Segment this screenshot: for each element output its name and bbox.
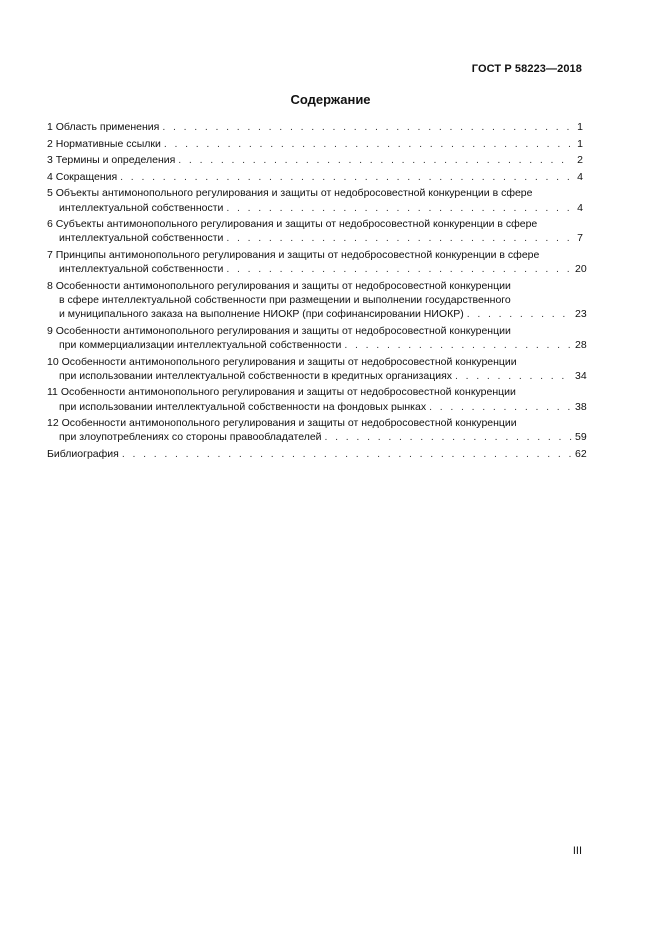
- toc-entry[interactable]: [47, 217, 583, 245]
- toc-entry-text: 5 Объекты антимонопольного регулирования и защиты от недобросовестной конкуренции в сфере: [47, 187, 533, 200]
- toc-title: Содержание: [290, 92, 371, 107]
- table-of-contents: [47, 120, 587, 464]
- toc-entry[interactable]: [47, 186, 583, 214]
- document-code: ГОСТ Р 58223—2018: [471, 63, 582, 75]
- dot-leader: [120, 170, 572, 184]
- toc-entry-text: Библиография: [47, 447, 119, 460]
- toc-entry-text: при злоупотреблениях со стороны правообладателей: [59, 431, 322, 444]
- toc-entry-text: при коммерциализации интеллектуальной собственности: [59, 338, 342, 351]
- toc-entry-text: 9 Особенности антимонопольного регулирования и защиты от недобросовестной конкуренции: [47, 324, 511, 337]
- dot-leader: [226, 262, 572, 276]
- toc-entry-text: интеллектуальной собственности: [59, 263, 224, 276]
- toc-page-number: 62: [575, 447, 587, 460]
- toc-entry[interactable]: [47, 279, 587, 322]
- toc-entry-text: 3 Термины и определения: [47, 154, 176, 167]
- toc-page-number: 1: [577, 137, 583, 150]
- dot-leader: [226, 201, 572, 215]
- toc-entry-text: 4 Сокращения: [47, 170, 118, 183]
- toc-entry-text: интеллектуальной собственности: [59, 201, 224, 214]
- toc-entry-text: 6 Субъекты антимонопольного регулирования и защиты от недобросовестной конкуренции в сфере: [47, 218, 538, 231]
- toc-entry-text: при использовании интеллектуальной собственности в кредитных организациях: [59, 369, 453, 382]
- dot-leader: [178, 153, 572, 167]
- toc-entry-text: в сфере интеллектуальной собственности при размещении и выполнении государственного: [59, 293, 511, 306]
- toc-entry-text: 10 Особенности антимонопольного регулирования и защиты от недобросовестной конкуренции: [47, 355, 517, 368]
- dot-leader: [226, 231, 572, 245]
- toc-entry-text: при использовании интеллектуальной собственности на фондовых рынках: [59, 400, 427, 413]
- toc-entry-text: 1 Область применения: [47, 121, 160, 133]
- toc-entry[interactable]: [47, 416, 587, 444]
- toc-entry-text: 7 Принципы антимонопольного регулирования и защиты от недобросовестной конкуренции в сфере: [47, 248, 540, 261]
- toc-entry[interactable]: [47, 137, 583, 151]
- toc-entry[interactable]: [47, 153, 583, 167]
- dot-leader: [164, 137, 572, 151]
- dot-leader: [455, 369, 572, 383]
- toc-page-number: 59: [575, 431, 587, 444]
- toc-page-number: 4: [577, 201, 583, 214]
- toc-entry[interactable]: [47, 120, 583, 134]
- dot-leader: [344, 338, 572, 352]
- toc-page-number: 20: [575, 263, 587, 276]
- dot-leader: [429, 400, 572, 414]
- toc-entry[interactable]: [47, 447, 587, 461]
- toc-entry-text: 8 Особенности антимонопольного регулирования и защиты от недобросовестной конкуренции: [47, 279, 511, 292]
- toc-entry-text: 11 Особенности антимонопольного регулирования и защиты от недобросовестной конкуренции: [47, 386, 516, 399]
- toc-entry-text: интеллектуальной собственности: [59, 232, 224, 245]
- toc-entry[interactable]: [47, 170, 583, 184]
- toc-entry-text: и муниципального заказа на выполнение НИОКР (при софинансировании НИОКР): [59, 308, 464, 321]
- dot-leader: [467, 307, 572, 321]
- dot-leader: [325, 430, 572, 444]
- dot-leader: [122, 447, 572, 461]
- toc-entry[interactable]: [47, 355, 587, 383]
- toc-entry[interactable]: [47, 385, 587, 413]
- toc-entry-text: 2 Нормативные ссылки: [47, 137, 161, 150]
- toc-entry[interactable]: [47, 324, 587, 352]
- toc-page-number: 23: [575, 308, 587, 321]
- toc-entry[interactable]: [47, 248, 587, 276]
- toc-page-number: 1: [577, 121, 583, 133]
- page-number: III: [572, 845, 582, 857]
- dot-leader: [162, 120, 572, 134]
- toc-entry-text: 12 Особенности антимонопольного регулирования и защиты от недобросовестной конкуренции: [47, 417, 517, 430]
- toc-page-number: 7: [577, 232, 583, 245]
- toc-page-number: 4: [577, 170, 583, 183]
- toc-page-number: 34: [575, 369, 587, 382]
- toc-page-number: 2: [577, 154, 583, 167]
- toc-page-number: 28: [575, 338, 587, 351]
- toc-page-number: 38: [575, 400, 587, 413]
